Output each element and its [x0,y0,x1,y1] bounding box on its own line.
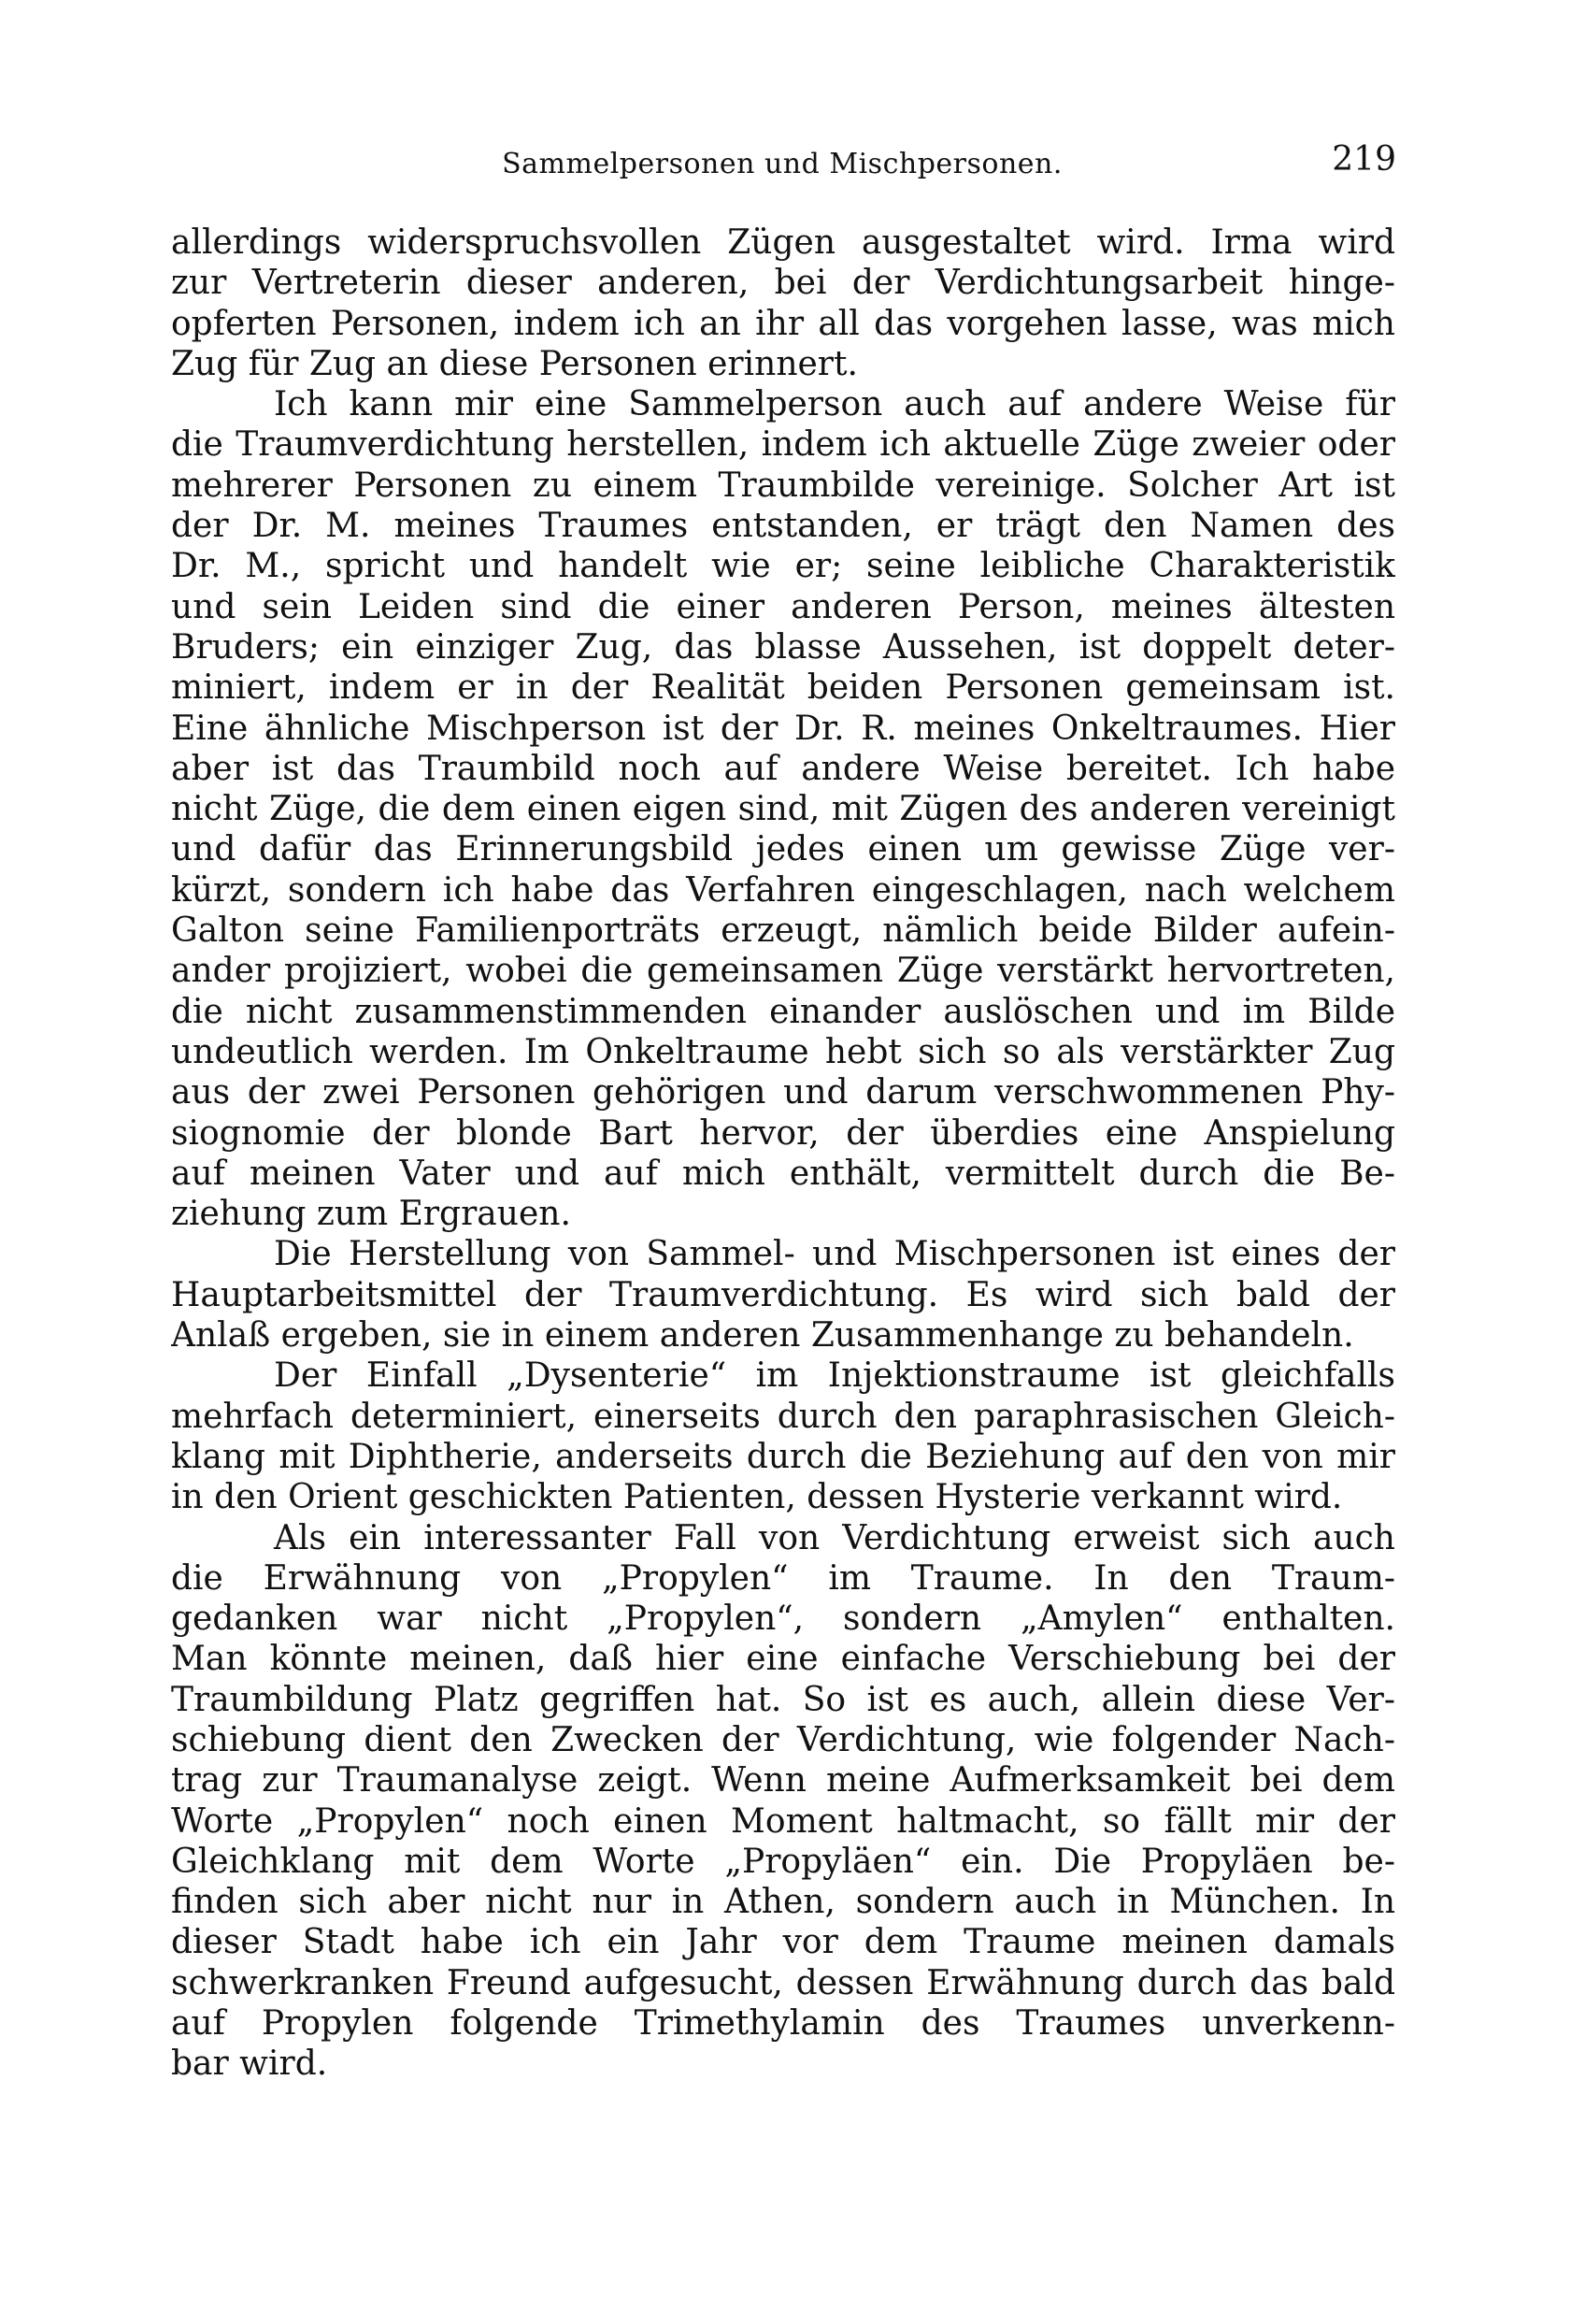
text-line: aus der zwei Personen gehörigen und darum verschwommenen Phy- [171,1073,1395,1112]
text-line: in den Orient geschickten Patienten, dessen Hysterie verkannt wird. [171,1478,1343,1517]
text-line: dieser Stadt habe ich ein Jahr vor dem Traume meinen damals [171,1923,1395,1962]
text-line: mehrfach determiniert, einerseits durch den paraphrasischen Gleich- [171,1397,1395,1436]
body-text [171,222,1395,2085]
text-line: Man könnte meinen, daß hier eine einfache Verschiebung bei der [171,1640,1395,1679]
text-line: auf meinen Vater und auf mich enthält, vermittelt durch die Be- [171,1154,1395,1193]
text-line: Dr. M., spricht und handelt wie er; seine leibliche Charakteristik [171,547,1395,586]
text-line: Gleichklang mit dem Worte „Propyläen“ ein. Die Propyläen be- [171,1842,1395,1881]
text-line: die nicht zusammenstimmenden einander auslöschen und im Bilde [171,992,1395,1031]
text-line: Als ein interessanter Fall von Verdichtung erweist sich auch [274,1518,1395,1557]
text-line: bar wird. [171,2044,328,2084]
text-line: Galton seine Familienporträts erzeugt, nämlich beide Bilder aufein- [171,911,1395,951]
text-line: auf Propylen folgende Trimethylamin des Traumes unverkenn- [171,2004,1395,2044]
page-number: 219 [1332,140,1396,179]
text-line: Zug für Zug an diese Personen erinnert. [171,344,858,383]
text-line: aber ist das Traumbild noch auf andere Weise bereitet. Ich habe [171,749,1395,788]
text-line: schiebung dient den Zwecken der Verdichtung, wie folgender Nach- [171,1720,1395,1759]
text-line: Anlaß ergeben, sie in einem anderen Zusammenhange zu behandeln. [171,1316,1354,1356]
text-line: Der Einfall „Dysenterie“ im Injektionstraume ist gleichfalls [274,1356,1395,1396]
text-line: Worte „Propylen“ noch einen Moment haltmacht, so fällt mir der [171,1801,1395,1841]
text-line: opferten Personen, indem ich an ihr all das vorgehen lasse, was mich [171,304,1395,343]
text-line: Ich kann mir eine Sammelperson auch auf andere Weise für [274,385,1395,424]
page-header [168,138,1396,191]
text-line: undeutlich werden. Im Onkeltraume hebt sich so als verstärkter Zug [171,1032,1395,1071]
text-line: ander projiziert, wobei die gemeinsamen Züge verstärkt hervortreten, [171,952,1395,991]
text-line: Bruders; ein einziger Zug, das blasse Aussehen, ist doppelt deter- [171,627,1395,667]
text-line: zur Vertreterin dieser anderen, bei der Verdichtungsarbeit hinge- [171,264,1395,303]
text-line: kürzt, sondern ich habe das Verfahren eingeschlagen, nach welchem [171,870,1395,910]
text-line: und dafür das Erinnerungsbild jedes einen um gewisse Züge ver- [171,830,1395,869]
text-line: Hauptarbeitsmittel der Traumverdichtung. Es wird sich bald der [171,1275,1395,1314]
text-line: klang mit Diphtherie, anderseits durch die Beziehung auf den von mir [171,1437,1395,1476]
text-line: mehrerer Personen zu einem Traumbilde vereinige. Solcher Art ist [171,466,1395,505]
text-line: und sein Leiden sind die einer anderen Person, meines ältesten [171,587,1395,626]
running-title: Sammelpersonen und Mischpersonen. [502,148,1063,180]
text-line: ziehung zum Ergrauen. [171,1195,571,1234]
text-line: finden sich aber nicht nur in Athen, sondern auch in München. In [171,1883,1395,1922]
text-line: nicht Züge, die dem einen eigen sind, mit Zügen des anderen vereinigt [171,790,1395,829]
text-line: der Dr. M. meines Traumes entstanden, er trägt den Namen des [171,507,1395,546]
text-line: Eine ähnliche Mischperson ist der Dr. R. meines Onkeltraumes. Hier [171,709,1395,748]
text-line: schwerkranken Freund aufgesucht, dessen Erwähnung durch das bald [171,1963,1395,2002]
text-line: trag zur Traumanalyse zeigt. Wenn meine Aufmerksamkeit bei dem [171,1761,1395,1800]
text-line: siognomie der blonde Bart hervor, der überdies eine Anspielung [171,1113,1395,1153]
text-line: miniert, indem er in der Realität beiden Personen gemeinsam ist. [171,668,1395,708]
text-line: die Erwähnung von „Propylen“ im Traume. In den Traum- [171,1558,1395,1598]
text-line: Die Herstellung von Sammel- und Mischpersonen ist eines der [274,1235,1395,1274]
text-line: die Traumverdichtung herstellen, indem ich aktuelle Züge zweier oder [171,425,1395,465]
text-line: gedanken war nicht „Propylen“, sondern „Amylen“ enthalten. [171,1600,1395,1639]
text-line: allerdings widerspruchsvollen Zügen ausgestaltet wird. Irma wird [171,223,1395,262]
text-line: Traumbildung Platz gegriffen hat. So ist es auch, allein diese Ver- [171,1680,1395,1719]
